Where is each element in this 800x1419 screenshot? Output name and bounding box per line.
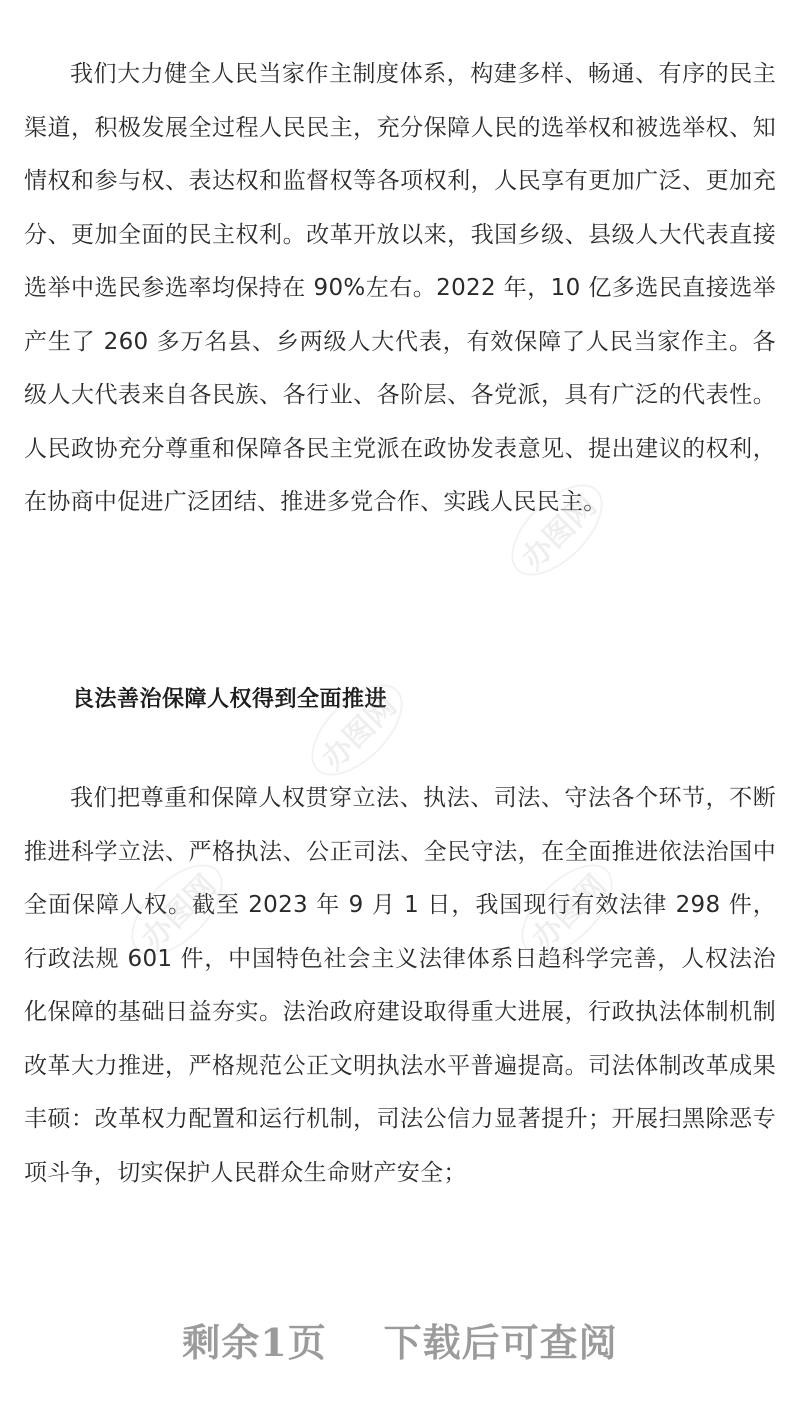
watermark: 办图网 [115, 848, 238, 971]
watermark: 办图网 [505, 848, 628, 971]
watermark: 办图网 [495, 468, 618, 591]
paragraph-rule-of-law: 我们把尊重和保障人权贯穿立法、执法、司法、守法各个环节，不断推进科学立法、严格执法、公正司法、全民守法，在全面推进依法治国中全面保障人权。截至 2023 年 9 月 1 日，我国现行有效法律 298 件，行政法规 601 件，中国特色社会主义法律体系日趋科学完善，人权法治化保障的基础日益夯实。法治政府建设取得重大进展，行政执法体制机制改革大力推进，严格规范公正文明执法水平普遍提高。司法体制改革成果丰硕：改革权力配置和运行机制，司法公信力显著提升；开展扫黑除恶专项斗争，切实保护人民群众生命财产安全； [24, 785, 777, 1186]
download-to-view-label: 下载后可查阅 [383, 1320, 618, 1365]
download-prompt[interactable] [0, 1312, 800, 1367]
remaining-pages-label: 剩余1页 [182, 1320, 327, 1365]
watermark: 办图网 [295, 668, 418, 791]
section-heading: 良法善治保障人权得到全面推进 [72, 687, 388, 712]
paragraph-democracy: 我们大力健全人民当家作主制度体系，构建多样、畅通、有序的民主渠道，积极发展全过程人民民主，充分保障人民的选举权和被选举权、知情权和参与权、表达权和监督权等各项权利，人民享有更加广泛、更加充分、更加全面的民主权利。改革开放以来，我国乡级、县级人大代表直接选举中选民参选率均保持在 90%左右。2022 年，10 亿多选民直接选举产生了 260 多万名县、乡两级人大代表，有效保障了人民当家作主。各级人大代表来自各民族、各行业、各阶层、各党派，具有广泛的代表性。人民政协充分尊重和保障各民主党派在政协发表意见、提出建议的权利，在协商中促进广泛团结、推进多党合作、实践人民民主。 [24, 61, 776, 515]
